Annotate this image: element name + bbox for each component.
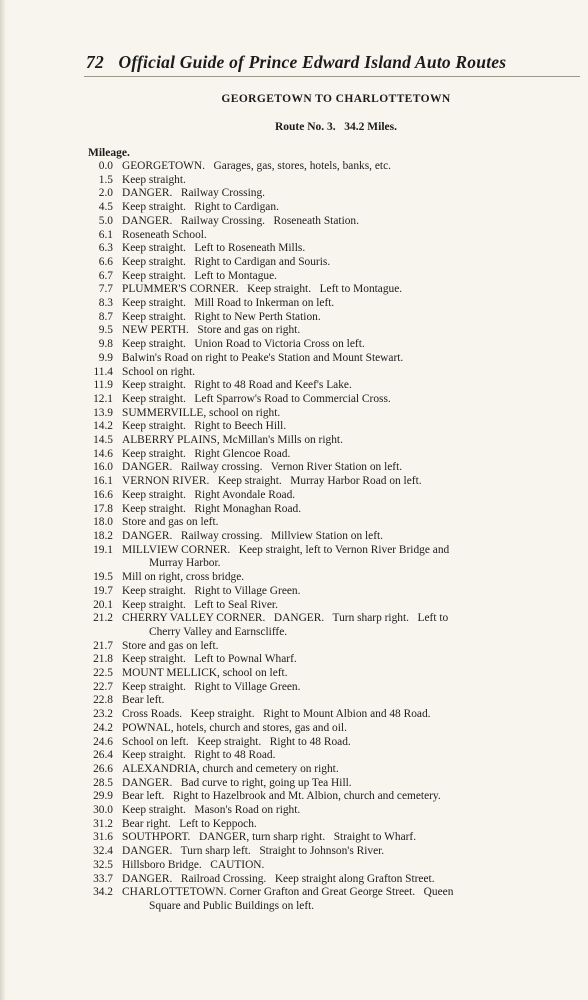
entry-description: ALEXANDRIA, church and cemetery on right. <box>122 762 339 775</box>
entry-description: Store and gas on left. <box>122 639 219 652</box>
route-entry <box>86 831 588 845</box>
entry-text-block <box>122 379 588 393</box>
route-entry <box>86 187 588 201</box>
route-entry <box>86 475 588 489</box>
mileage-value: 31.6 <box>93 831 113 844</box>
route-entry <box>86 640 588 654</box>
route-title: GEORGETOWN TO CHARLOTTETOWN <box>221 93 451 105</box>
entry-text-block <box>122 407 588 421</box>
mileage-value: 13.9 <box>93 406 113 419</box>
mileage-value: 11.4 <box>93 365 113 378</box>
mileage-value: 29.9 <box>93 790 113 803</box>
route-entry <box>86 366 588 380</box>
entry-description: Keep straight. Right Monaghan Road. <box>122 502 302 515</box>
entry-description: Bear left. Right to Hazelbrook and Mt. Albion, church and cemetery. <box>122 790 441 803</box>
entry-text-block <box>122 434 588 448</box>
mileage-value: 19.5 <box>93 571 113 584</box>
entry-description: Mill on right, cross bridge. <box>122 571 245 584</box>
entry-text-block <box>122 873 588 887</box>
entry-text-block <box>122 530 588 544</box>
entry-text-block <box>122 338 588 352</box>
entry-description-continued: Square and Public Buildings on left. <box>149 899 315 912</box>
mileage-value: 22.7 <box>93 680 113 693</box>
entry-description: School on left. Keep straight. Right to 48 Road. <box>122 735 351 748</box>
entry-text-block <box>122 461 588 475</box>
entry-text-block <box>122 283 588 297</box>
mileage-value: 22.8 <box>93 694 113 707</box>
entry-text-block <box>122 831 588 845</box>
entry-description: Keep straight. Left to Roseneath Mills. <box>122 242 306 255</box>
mileage-value: 11.9 <box>93 379 113 392</box>
entry-text-block <box>122 229 588 243</box>
route-entry <box>86 653 588 667</box>
mileage-value: 14.5 <box>93 434 113 447</box>
entry-description: Keep straight. Right to Cardigan. <box>122 201 279 214</box>
entry-text-block <box>122 160 588 174</box>
route-entry <box>86 708 588 722</box>
route-entry <box>86 215 588 229</box>
entry-description: Roseneath School. <box>122 228 207 241</box>
route-entry <box>86 585 588 599</box>
entry-description: Keep straight. Right to Village Green. <box>122 680 301 693</box>
route-entry <box>86 886 588 913</box>
running-head-title: Official Guide of Prince Edward Island Auto Routes <box>118 52 507 72</box>
route-entry <box>86 379 588 393</box>
mileage-value: 19.1 <box>93 543 113 556</box>
route-entry <box>86 530 588 544</box>
mileage-value: 23.2 <box>93 708 113 721</box>
route-entry <box>86 859 588 873</box>
mileage-value: 32.5 <box>93 858 113 871</box>
mileage-value: 33.7 <box>93 872 113 885</box>
mileage-value: 20.1 <box>93 598 113 611</box>
mileage-value: 31.2 <box>93 817 113 830</box>
mileage-value: 6.7 <box>98 269 113 282</box>
route-entry <box>86 873 588 887</box>
route-entry <box>86 777 588 791</box>
entry-text-block <box>122 763 588 777</box>
entry-description: Keep straight. Right to 48 Road and Keef's Lake. <box>122 379 352 392</box>
mileage-value: 32.4 <box>93 845 113 858</box>
entry-description: Bear right. Left to Keppoch. <box>122 817 257 830</box>
running-head <box>86 52 586 73</box>
route-entry <box>86 804 588 818</box>
mileage-value: 34.2 <box>93 886 113 899</box>
entry-text-block <box>122 694 588 708</box>
entry-description: Keep straight. Left Sparrow's Road to Commercial Cross. <box>122 392 391 405</box>
mileage-value: 19.7 <box>93 584 113 597</box>
route-entry <box>86 324 588 338</box>
entry-text-block <box>122 708 588 722</box>
entry-text-block <box>122 640 588 654</box>
mileage-value: 9.5 <box>98 324 113 337</box>
route-entry <box>86 818 588 832</box>
route-entry <box>86 749 588 763</box>
entry-text-block <box>122 516 588 530</box>
route-entry <box>86 434 588 448</box>
mileage-value: 6.3 <box>98 242 113 255</box>
entry-text-block <box>122 544 588 571</box>
entry-description: DANGER. Railway crossing. Millview Station on left. <box>122 529 384 542</box>
entry-description: DANGER. Turn sharp left. Straight to Johnson's River. <box>122 845 385 858</box>
entry-description-continued: Cherry Valley and Earnscliffe. <box>149 625 288 638</box>
route-entry <box>86 352 588 366</box>
entry-description: PLUMMER'S CORNER. Keep straight. Left to Montague. <box>122 283 403 296</box>
route-entry <box>86 845 588 859</box>
entry-text-block <box>122 790 588 804</box>
mileage-value: 4.5 <box>98 201 113 214</box>
mileage-value: 30.0 <box>93 804 113 817</box>
route-entry <box>86 393 588 407</box>
mileage-value: 21.8 <box>93 653 113 666</box>
mileage-value: 8.3 <box>98 297 113 310</box>
route-entry <box>86 201 588 215</box>
route-entry <box>86 242 588 256</box>
entry-description: Bear left. <box>122 694 165 707</box>
entry-description: School on right. <box>122 365 196 378</box>
entry-text-block <box>122 585 588 599</box>
entry-text-block <box>122 297 588 311</box>
entry-text-block <box>122 352 588 366</box>
entry-description: CHARLOTTETOWN. Corner Grafton and Great George Street. Queen <box>122 886 454 899</box>
entry-description: NEW PERTH. Store and gas on right. <box>122 324 301 337</box>
route-entry <box>86 297 588 311</box>
mileage-value: 6.6 <box>98 255 113 268</box>
entry-text-block <box>122 270 588 284</box>
entry-description: Store and gas on left. <box>122 516 219 529</box>
mileage-value: 22.5 <box>93 667 113 680</box>
entry-text-block <box>122 886 588 913</box>
entry-description: Cross Roads. Keep straight. Right to Mount Albion and 48 Road. <box>122 708 431 721</box>
mileage-value: 14.6 <box>93 447 113 460</box>
entry-text-block <box>122 818 588 832</box>
entry-description: Keep straight. Right Avondale Road. <box>122 488 296 501</box>
page-spine-shadow <box>0 0 6 1000</box>
route-entry <box>86 612 588 639</box>
entry-description: Hillsboro Bridge. CAUTION. <box>122 858 265 871</box>
mileage-value: 12.1 <box>93 392 113 405</box>
entry-description: VERNON RIVER. Keep straight. Murray Harbor Road on left. <box>122 475 422 488</box>
entry-text-block <box>122 736 588 750</box>
mileage-value: 18.0 <box>93 516 113 529</box>
route-entry <box>86 763 588 777</box>
mileage-value: 0.0 <box>98 160 113 172</box>
route-entry <box>86 311 588 325</box>
mileage-value: 9.9 <box>98 351 113 364</box>
entry-text-block <box>122 201 588 215</box>
header-rule <box>84 76 580 77</box>
route-entry <box>86 283 588 297</box>
entry-text-block <box>122 242 588 256</box>
mileage-value: 7.7 <box>98 283 113 296</box>
mileage-value: 17.8 <box>93 502 113 515</box>
entry-description: DANGER. Railway Crossing. <box>122 187 266 200</box>
entry-description: Keep straight. <box>122 173 186 186</box>
entry-text-block <box>122 845 588 859</box>
route-entry <box>86 694 588 708</box>
entry-text-block <box>122 777 588 791</box>
mileage-value: 14.2 <box>93 420 113 433</box>
entry-description: Keep straight. Right to New Perth Station. <box>122 310 321 323</box>
entry-description: MILLVIEW CORNER. Keep straight, left to Vernon River Bridge and <box>122 543 450 556</box>
entry-text-block <box>122 503 588 517</box>
mileage-value: 9.8 <box>98 338 113 351</box>
mileage-value: 6.1 <box>98 228 113 241</box>
route-entry <box>86 790 588 804</box>
entry-text-block <box>122 448 588 462</box>
entry-description: Keep straight. Left to Pownal Wharf. <box>122 653 297 666</box>
mileage-value: 26.4 <box>93 749 113 762</box>
entry-text-block <box>122 311 588 325</box>
entry-description: Keep straight. Mill Road to Inkerman on left. <box>122 297 335 310</box>
entry-text-block <box>122 366 588 380</box>
route-entry <box>86 681 588 695</box>
entry-description: Keep straight. Right to 48 Road. <box>122 749 276 762</box>
entry-description: MOUNT MELLICK, school on left. <box>122 667 288 680</box>
route-entry <box>86 489 588 503</box>
entry-text-block <box>122 571 588 585</box>
mileage-value: 16.0 <box>93 461 113 474</box>
route-entry <box>86 722 588 736</box>
entry-description: POWNAL, hotels, church and stores, gas and oil. <box>122 721 347 734</box>
page-number: 72 <box>86 52 104 72</box>
entry-description: Keep straight. Right to Village Green. <box>122 584 301 597</box>
mileage-value: 2.0 <box>98 187 113 200</box>
mileage-value: 1.5 <box>98 173 113 186</box>
entry-description: SUMMERVILLE, school on right. <box>122 406 281 419</box>
entry-description: Keep straight. Right to Beech Hill. <box>122 420 287 433</box>
entry-description: Keep straight. Left to Seal River. <box>122 598 278 611</box>
entry-text-block <box>122 749 588 763</box>
entry-description: DANGER. Bad curve to right, going up Tea Hill. <box>122 776 352 789</box>
route-entry <box>86 667 588 681</box>
route-entry <box>86 420 588 434</box>
entry-text-block <box>122 420 588 434</box>
route-entry <box>86 544 588 571</box>
route-entry <box>86 229 588 243</box>
entry-description: DANGER. Railroad Crossing. Keep straight along Grafton Street. <box>122 872 435 885</box>
entry-text-block <box>122 174 588 188</box>
mileage-value: 24.2 <box>93 721 113 734</box>
route-entry <box>86 160 588 174</box>
entry-description: Keep straight. Right to Cardigan and Souris. <box>122 255 331 268</box>
entry-text-block <box>122 722 588 736</box>
entry-text-block <box>122 859 588 873</box>
entry-text-block <box>122 653 588 667</box>
route-entry <box>86 256 588 270</box>
mileage-column-label: Mileage. <box>88 147 130 159</box>
entry-text-block <box>122 187 588 201</box>
entry-text-block <box>122 324 588 338</box>
entry-description: Keep straight. Union Road to Victoria Cross on left. <box>122 338 365 351</box>
mileage-value: 21.7 <box>93 639 113 652</box>
route-entry <box>86 407 588 421</box>
entry-description: Keep straight. Mason's Road on right. <box>122 804 301 817</box>
route-entry <box>86 174 588 188</box>
entry-text-block <box>122 612 588 639</box>
entry-description: Keep straight. Right Glencoe Road. <box>122 447 291 460</box>
route-entry <box>86 270 588 284</box>
entry-description: Keep straight. Left to Montague. <box>122 269 277 282</box>
entry-description-continued: Murray Harbor. <box>149 557 221 570</box>
route-entry <box>86 338 588 352</box>
entry-text-block <box>122 256 588 270</box>
entry-description: DANGER. Railway Crossing. Roseneath Station. <box>122 214 359 227</box>
entry-description: DANGER. Railway crossing. Vernon River Station on left. <box>122 461 403 474</box>
mileage-value: 16.1 <box>93 475 113 488</box>
mileage-value: 21.2 <box>93 612 113 625</box>
entry-text-block <box>122 215 588 229</box>
mileage-value: 8.7 <box>98 310 113 323</box>
route-entry <box>86 571 588 585</box>
route-entry <box>86 599 588 613</box>
entry-text-block <box>122 667 588 681</box>
entry-description: CHERRY VALLEY CORNER. DANGER. Turn sharp right. Left to <box>122 612 449 625</box>
route-log <box>86 160 588 914</box>
entry-text-block <box>122 475 588 489</box>
entry-description: ALBERRY PLAINS, McMillan's Mills on right. <box>122 434 343 447</box>
entry-text-block <box>122 489 588 503</box>
entry-text-block <box>122 804 588 818</box>
entry-description: Balwin's Road on right to Peake's Station and Mount Stewart. <box>122 351 404 364</box>
entry-description: GEORGETOWN. Garages, gas, stores, hotels, banks, etc. <box>122 160 391 172</box>
route-entry <box>86 503 588 517</box>
route-entry <box>86 516 588 530</box>
mileage-value: 26.6 <box>93 762 113 775</box>
entry-description: SOUTHPORT. DANGER, turn sharp right. Straight to Wharf. <box>122 831 417 844</box>
route-entry <box>86 736 588 750</box>
route-subtitle: Route No. 3. 34.2 Miles. <box>274 121 397 133</box>
entry-text-block <box>122 599 588 613</box>
mileage-value: 28.5 <box>93 776 113 789</box>
route-entry <box>86 461 588 475</box>
mileage-value: 18.2 <box>93 529 113 542</box>
entry-text-block <box>122 681 588 695</box>
route-entry <box>86 448 588 462</box>
mileage-value: 5.0 <box>98 214 113 227</box>
mileage-value: 24.6 <box>93 735 113 748</box>
entry-text-block <box>122 393 588 407</box>
mileage-value: 16.6 <box>93 488 113 501</box>
